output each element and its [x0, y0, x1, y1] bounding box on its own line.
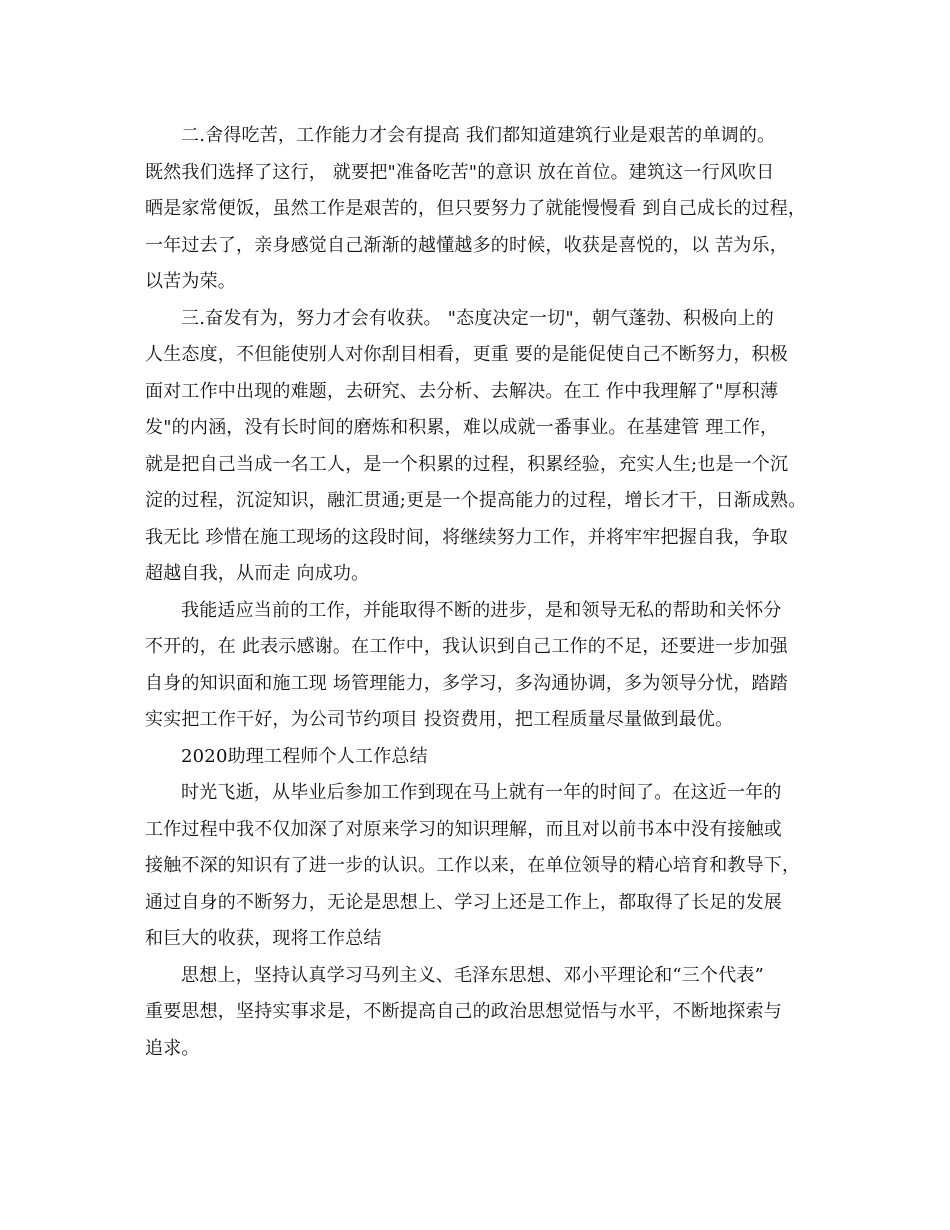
paragraph-line: 和巨大的收获，现将工作总结 — [145, 928, 382, 949]
document-body — [145, 118, 825, 1067]
paragraph-first-line: 三.奋发有为，努力才会有收获。 "态度决定一切"，朝气蓬勃、积极向上的 — [181, 307, 774, 329]
paragraph-line: 淀的过程，沉淀知识，融汇贯通;更是一个提高能力的过程，增长才干，日渐成熟。 — [145, 490, 807, 511]
paragraph-line: 接触不深的知识有了进一步的认识。工作以来，在单位领导的精心培育和教导下， — [145, 855, 801, 876]
paragraph-line: 晒是家常便饭，虽然工作是艰苦的，但只要努力了就能慢慢看 到自己成长的过程， — [145, 198, 807, 219]
paragraph-first-line: 时光飞逝，从毕业后参加工作到现在马上就有一年的时间了。在这近一年的 — [181, 782, 782, 803]
paragraph-line: 既然我们选择了这行， 就要把"准备吃苦"的意识 放在首位。建筑这一行风吹日 — [145, 161, 775, 183]
paragraph-first-line: 我能适应当前的工作，并能取得不断的进步，是和领导无私的帮助和关怀分 — [181, 599, 782, 621]
paragraph-line: 以苦为荣。 — [145, 271, 236, 292]
paragraph-line: 就是把自己当成一名工人，是一个积累的过程，积累经验，充实人生;也是一个沉 — [145, 453, 789, 475]
paragraph-line: 一年过去了，亲身感觉自己渐渐的越懂越多的时候，收获是喜悦的，以 苦为乐， — [145, 234, 788, 256]
paragraph-first-line: 思想上，坚持认真学习马列主义、毛泽东思想、邓小平理论和“三个代表” — [181, 964, 765, 986]
paragraph-line: 发"的内涵，没有长时间的磨炼和积累，难以成就一番事业。在基建管 理工作， — [145, 417, 779, 438]
paragraph-line: 工作过程中我不仅加深了对原来学习的知识理解，而且对以前书本中没有接触或 — [145, 818, 782, 840]
paragraph-line: 超越自我，从而走 向成功。 — [145, 563, 370, 584]
paragraph-line: 实实把工作干好，为公司节约项目 投资费用，把工程质量尽量做到最优。 — [145, 709, 734, 730]
paragraph-line: 通过自身的不断努力，无论是思想上、学习上还是工作上，都取得了长足的发展 — [145, 891, 782, 913]
paragraph-line: 追求。 — [145, 1037, 200, 1059]
paragraph-line: 不开的，在 此表示感谢。在工作中，我认识到自己工作的不足，还要进一步加强 — [145, 636, 788, 657]
paragraph-first-line: 二.舍得吃苦，工作能力才会有提高 我们都知道建筑行业是艰苦的单调的。 — [181, 125, 776, 146]
paragraph-line: 面对工作中出现的难题，去研究、去分析、去解决。在工 作中我理解了"厚积薄 — [145, 380, 779, 402]
paragraph-line: 重要思想，坚持实事求是，不断提高自己的政治思想觉悟与水平，不断地探索与 — [145, 1001, 782, 1022]
paragraph-line: 自身的知识面和施工现 场管理能力，多学习，多沟通协调，多为领导分忧，踏踏 — [145, 672, 788, 694]
paragraph-line: 人生态度，不但能使别人对你刮目相看，更重 要的是能促使自己不断努力，积极 — [145, 344, 788, 365]
paragraph-line: 我无比 珍惜在施工现场的这段时间，将继续努力工作，并将牢牢把握自我，争取 — [145, 526, 788, 548]
paragraph-first-line: 2020助理工程师个人工作总结 — [181, 745, 428, 767]
